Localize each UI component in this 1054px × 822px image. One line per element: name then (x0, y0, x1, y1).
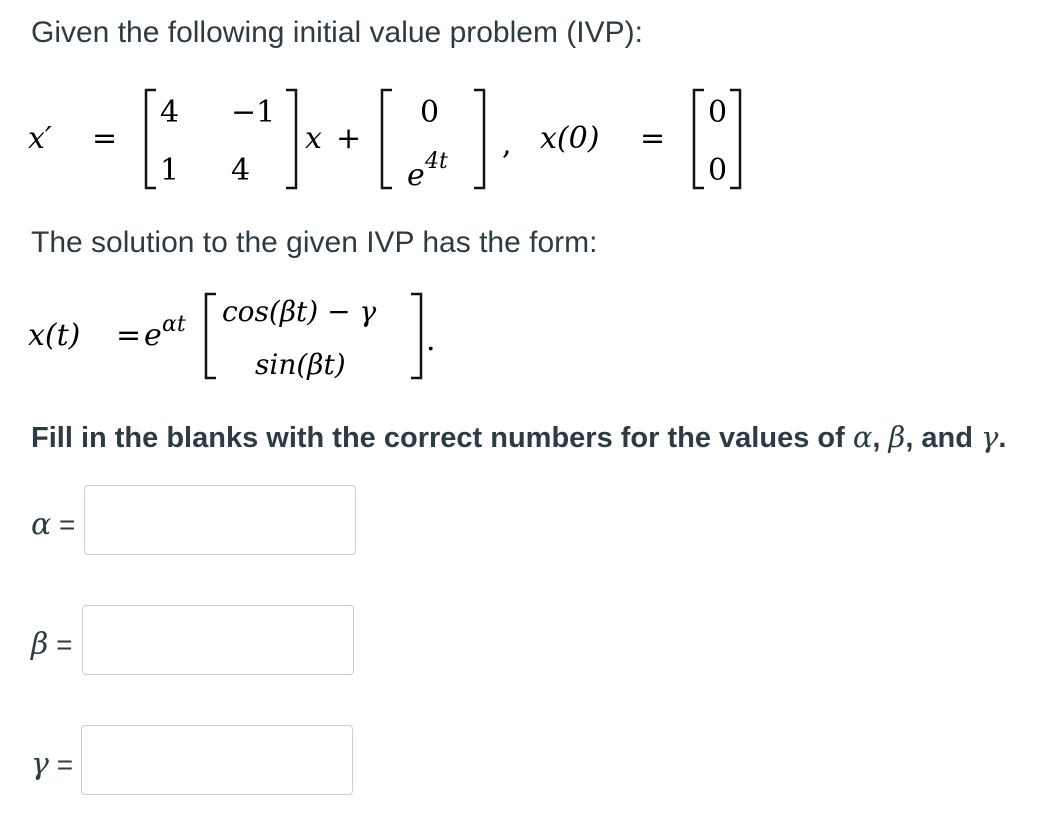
answer-label-gamma (31, 747, 73, 782)
ivp-equation (20, 82, 760, 198)
forcing-top: 0 (420, 95, 440, 130)
question-intro: Given the following initial value problem (IVP): (31, 16, 643, 49)
instruction-text: Fill in the blanks with the correct numbers for the values of (31, 422, 853, 454)
solution-equation (20, 286, 450, 386)
forcing-exponent: 4t (425, 149, 448, 174)
matrix-a-right-bracket (286, 90, 296, 188)
gamma-input[interactable] (81, 725, 353, 795)
matrix-a-12: −1 (231, 95, 276, 130)
ic-left-bracket (694, 90, 704, 188)
alpha-equals: = (59, 509, 76, 540)
solution-intro: The solution to the given IVP has the form: (31, 226, 598, 259)
instruction-alpha: α (852, 420, 873, 454)
forcing-right-bracket (474, 90, 484, 188)
solution-exp-power: αt (162, 312, 186, 337)
solution-equals: = (116, 318, 142, 353)
instruction-sep1: , (872, 422, 889, 454)
equation-lhs: x′ (28, 121, 52, 156)
answer-label-beta (31, 627, 72, 662)
beta-symbol: β (31, 627, 49, 662)
matrix-a-22: 4 (231, 153, 251, 188)
instruction-end: . (998, 422, 1007, 454)
ic-right-bracket (730, 90, 740, 188)
beta-equals: = (56, 629, 73, 660)
solution-left-bracket (206, 294, 216, 378)
solution-lhs: x(t) (28, 318, 81, 353)
equation-plus: + (336, 121, 362, 156)
equation-equals: = (92, 121, 118, 156)
answer-row-beta (31, 605, 371, 679)
ic-lhs: x(0) (540, 121, 600, 156)
answer-label-alpha (31, 507, 75, 542)
matrix-a-11: 4 (160, 95, 180, 130)
answer-row-gamma (31, 725, 371, 799)
forcing-left-bracket (382, 90, 392, 188)
instruction-beta: β (888, 420, 906, 454)
matrix-a-21: 1 (160, 153, 180, 188)
solution-period: . (426, 323, 436, 358)
instruction (31, 420, 1006, 455)
beta-input[interactable] (82, 605, 354, 675)
solution-row2: sin(βt) (255, 348, 346, 381)
alpha-symbol: α (31, 507, 52, 542)
gamma-symbol: γ (31, 747, 49, 782)
ic-bottom: 0 (708, 153, 728, 188)
gamma-equals: = (56, 749, 74, 780)
alpha-input[interactable] (84, 485, 356, 555)
solution-row1: cos(βt) − γ (222, 295, 377, 328)
equation-comma: , (502, 127, 512, 162)
ic-top: 0 (708, 95, 728, 130)
equation-x: x (305, 121, 322, 156)
solution-right-bracket (411, 294, 421, 378)
instruction-sep2: , and (905, 422, 982, 454)
ic-equals: = (640, 121, 666, 156)
answer-row-alpha (31, 485, 371, 559)
solution-exp-base: e (144, 318, 162, 353)
instruction-gamma: γ (981, 420, 999, 454)
matrix-a-left-bracket (146, 90, 156, 188)
forcing-base: e (407, 158, 425, 193)
